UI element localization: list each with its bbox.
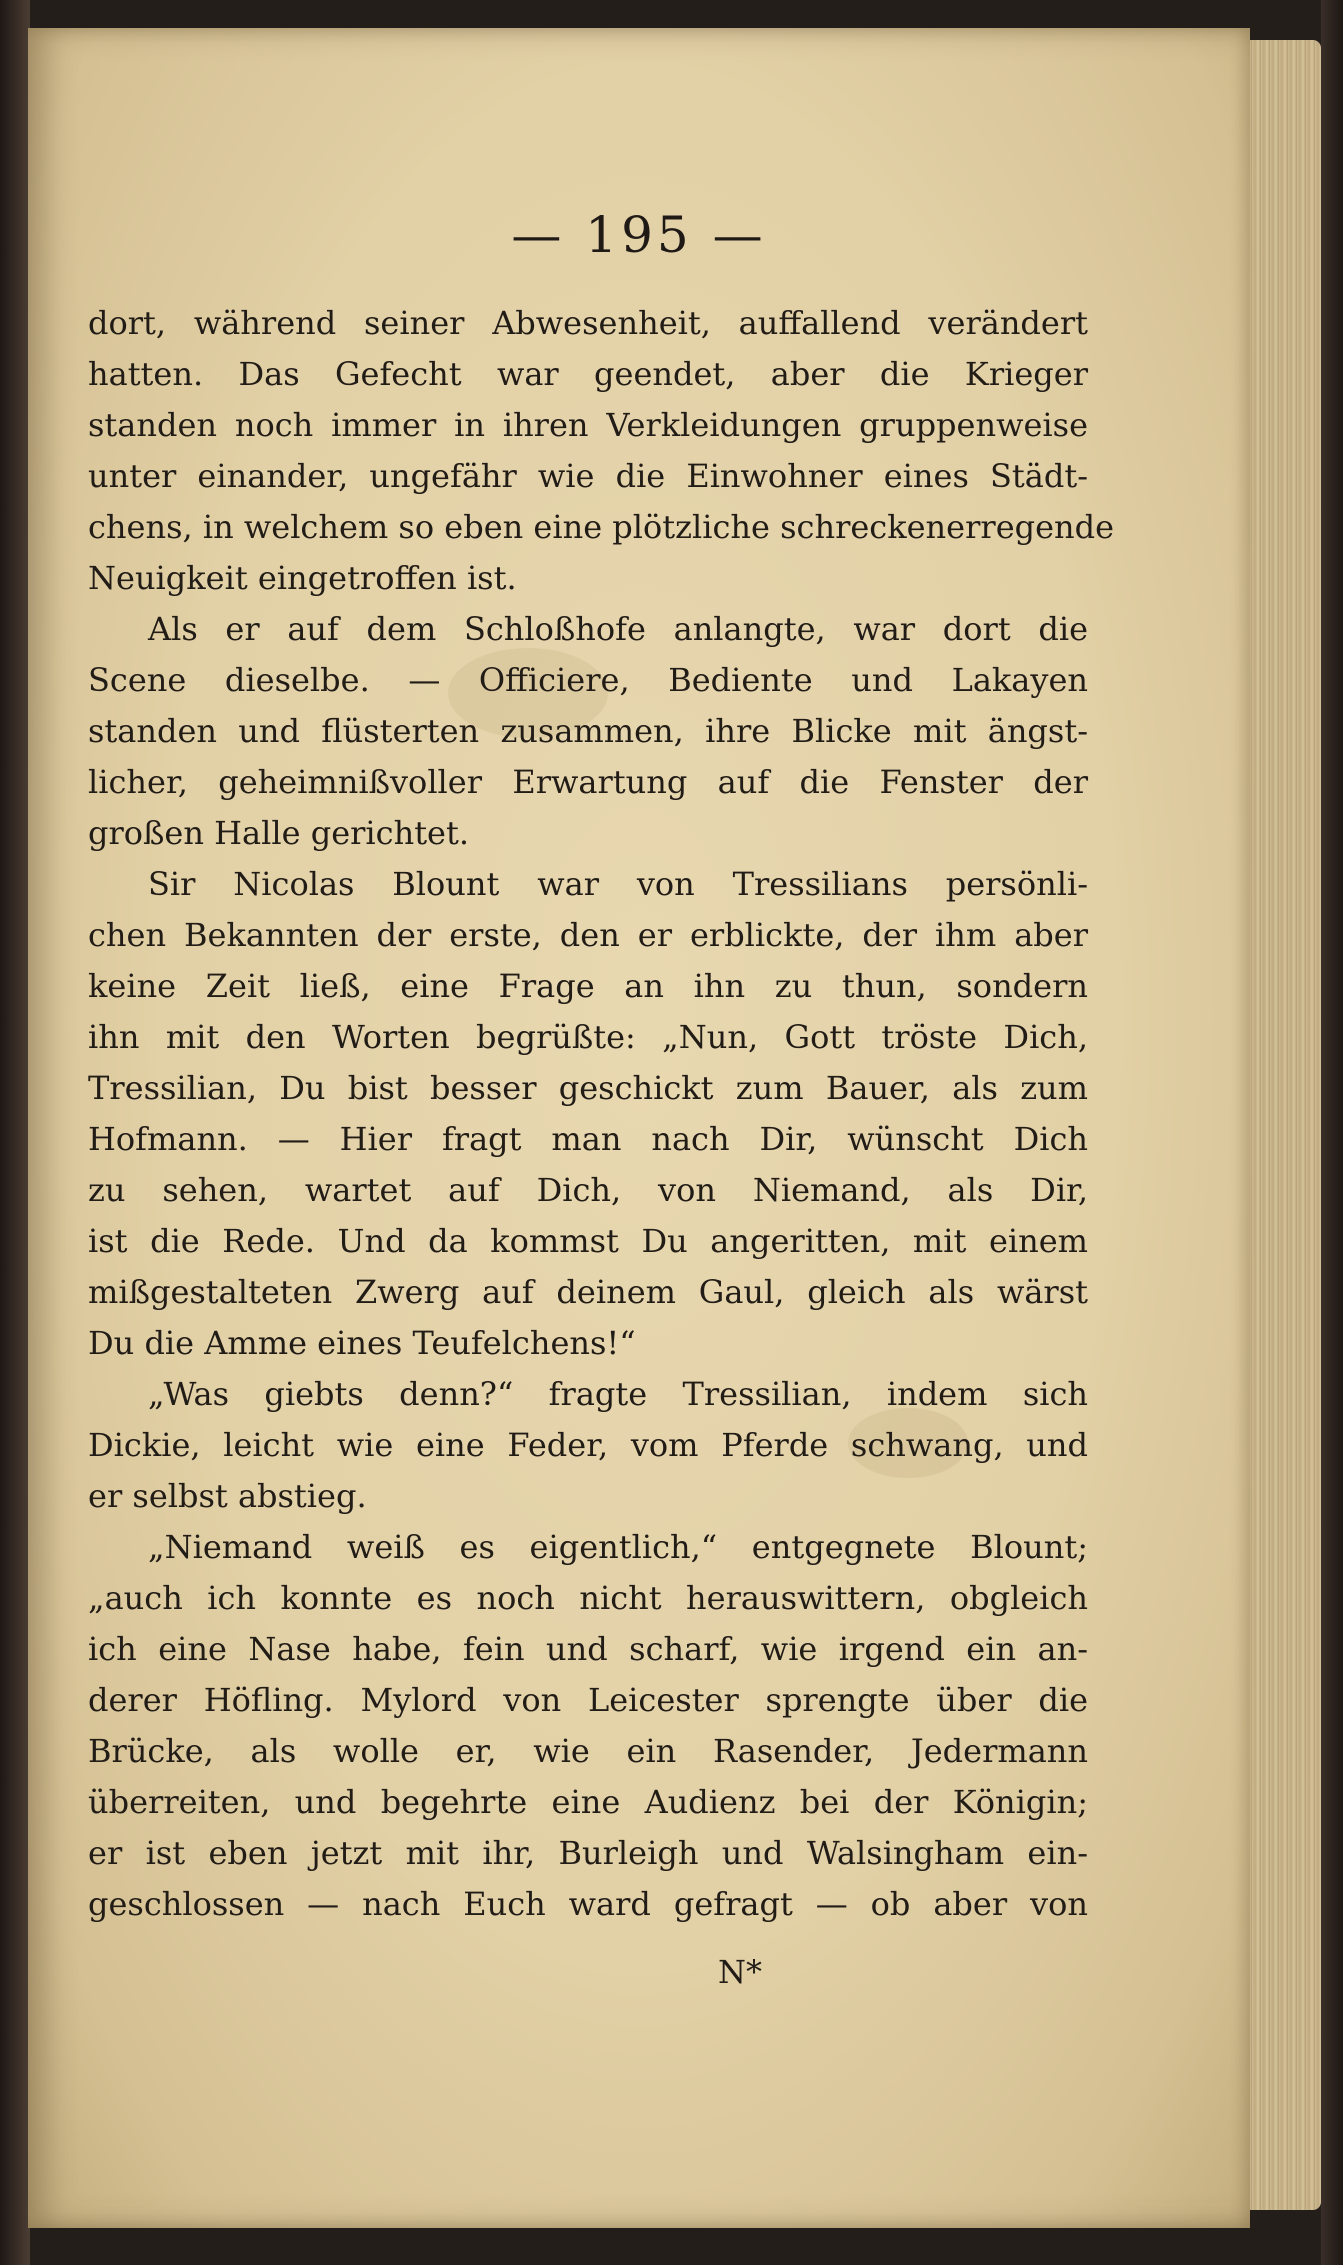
body-text [88, 298, 1115, 1930]
text-line: „Was giebts denn?“ fragte Tressilian, indem sich [148, 1375, 1088, 1413]
text-line: licher, geheimnißvoller Erwartung auf die Fenster der [88, 763, 1088, 801]
text-line: Als er auf dem Schloßhofe anlangte, war dort die [148, 610, 1088, 648]
text-line: „Niemand weiß es eigentlich,“ entgegnete Blount; [148, 1528, 1088, 1566]
text-line: „auch ich konnte es noch nicht herauswittern, obgleich [88, 1579, 1088, 1617]
catchword-signature: N* [718, 1953, 762, 1991]
text-line: geschlossen — nach Euch ward gefragt — ob aber von [88, 1885, 1088, 1923]
book-cover-right [1321, 0, 1343, 2265]
text-line: Scene dieselbe. — Officiere, Bediente und Lakayen [88, 661, 1088, 699]
text-line: Neuigkeit eingetroffen ist. [88, 559, 517, 597]
text-line: ist die Rede. Und da kommst Du angeritten, mit einem [88, 1222, 1088, 1260]
text-line: chen Bekannten der erste, den er erblickte, der ihm aber [88, 916, 1088, 954]
book-cover-left [0, 0, 30, 2265]
text-line: zu sehen, wartet auf Dich, von Niemand, als Dir, [88, 1171, 1088, 1209]
page-number-header: — 195 — [511, 206, 767, 264]
text-line: überreiten, und begehrte eine Audienz bei der Königin; [88, 1783, 1088, 1821]
text-line: ihn mit den Worten begrüßte: „Nun, Gott tröste Dich, [88, 1018, 1088, 1056]
text-line: dort, während seiner Abwesenheit, auffallend verändert [88, 304, 1088, 342]
text-line: ich eine Nase habe, fein und scharf, wie irgend ein an- [88, 1630, 1088, 1668]
book-page [28, 28, 1250, 2228]
text-line: standen noch immer in ihren Verkleidungen gruppenweise [88, 406, 1088, 444]
text-line: Hofmann. — Hier fragt man nach Dir, wünscht Dich [88, 1120, 1088, 1158]
text-line: Brücke, als wolle er, wie ein Rasender, Jedermann [88, 1732, 1088, 1770]
text-line: keine Zeit ließ, eine Frage an ihn zu thun, sondern [88, 967, 1088, 1005]
text-line: Tressilian, Du bist besser geschickt zum Bauer, als zum [88, 1069, 1088, 1107]
text-line: großen Halle gerichtet. [88, 814, 470, 852]
text-line: Dickie, leicht wie eine Feder, vom Pferde schwang, und [88, 1426, 1088, 1464]
text-line: derer Höfling. Mylord von Leicester sprengte über die [88, 1681, 1088, 1719]
text-line: hatten. Das Gefecht war geendet, aber die Krieger [88, 355, 1088, 393]
text-line: Sir Nicolas Blount war von Tressilians persönli- [148, 865, 1088, 903]
text-line: unter einander, ungefähr wie die Einwohner eines Städt- [88, 457, 1088, 495]
text-line: mißgestalteten Zwerg auf deinem Gaul, gleich als wärst [88, 1273, 1088, 1311]
text-line: chens, in welchem so eben eine plötzliche schreckenerregende [88, 508, 1115, 546]
text-line: standen und flüsterten zusammen, ihre Blicke mit ängst- [88, 712, 1088, 750]
text-line: Du die Amme eines Teufelchens!“ [88, 1324, 636, 1362]
text-line: er selbst abstieg. [88, 1477, 367, 1515]
text-line: er ist eben jetzt mit ihr, Burleigh und Walsingham ein- [88, 1834, 1088, 1872]
